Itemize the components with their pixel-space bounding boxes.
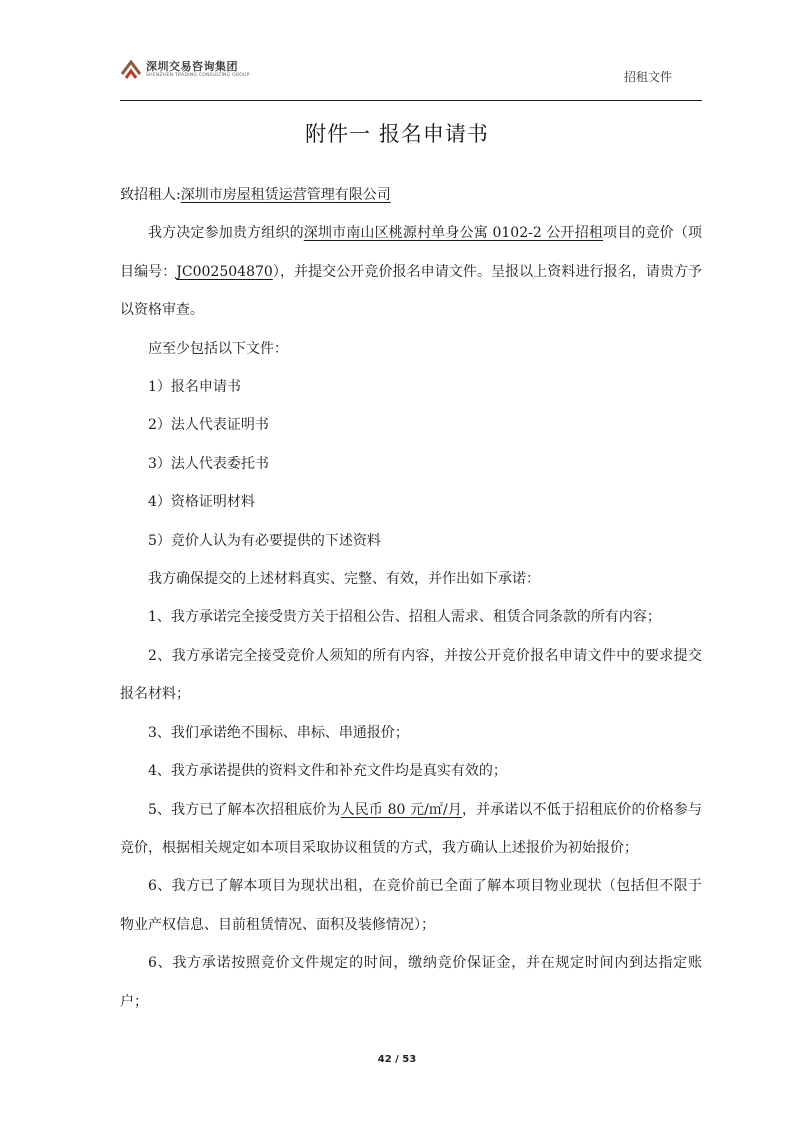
commitment-item-2: 2、我方承诺完全接受竞价人须知的所有内容，并按公开竞价报名申请文件中的要求提交报名材料； — [120, 647, 702, 703]
addressee-prefix: 致招租人: — [120, 187, 181, 203]
list-item: 5）竞价人认为有必要提供的下述资料 — [148, 532, 381, 549]
document-body — [120, 176, 702, 1021]
commitment-item-6: 6、我方已了解本项目为现状出租，在竞价前已全面了解本项目物业现状（包括但不限于物业产权信息、目前租赁情况、面积及装修情况）； — [120, 878, 702, 933]
commitment-item-1: 1、我方承诺完全接受贵方关于招租公告、招租人需求、租赁合同条款的所有内容； — [148, 609, 661, 626]
reserve-price: 人民币 80 元/㎡/月 — [340, 801, 463, 818]
intro-text-1: 我方决定参加贵方组织的 — [148, 225, 304, 242]
item5-text-a: 5、我方已了解本次招租底价为 — [148, 801, 341, 818]
commitment-item-3: 3、我们承诺绝不围标、串标、串通报价； — [148, 724, 409, 741]
project-name: 深圳市南山区桃源村单身公寓 0102-2 公开招租 — [303, 225, 604, 242]
intro-text-2: 项目的竞价（项目编号： — [120, 225, 703, 280]
addressee-line — [120, 176, 702, 214]
logo-english-name: SHENZHEN TRADING CONSULTING GROUP — [146, 73, 250, 78]
logo-mark-icon — [120, 58, 142, 82]
commitment-item-7: 6、我方承诺按照竞价文件规定的时间，缴纳竞价保证金，并在规定时间内到达指定账户； — [120, 955, 702, 1010]
item5-text-b: ，并承诺以不低于招租底价的价格参与竞价，根据相关规定如本项目采取协议租赁的方式，我方确认上述报价为初始报价； — [120, 801, 702, 856]
document-type: 招租文件 — [623, 70, 672, 84]
commitment-intro: 我方确保提交的上述材料真实、完整、有效，并作出如下承诺： — [148, 571, 540, 588]
commitment-item-5 — [120, 791, 702, 868]
commitment-item-4: 4、我方承诺提供的资料文件和补充文件均是真实有效的； — [148, 763, 507, 780]
list-item: 3）法人代表委托书 — [148, 455, 269, 472]
intro-text-3: ），并提交公开竞价报名申请文件。呈报以上资料进行报名，请贵方予以资格审查。 — [120, 263, 703, 319]
logo-chinese-name: 深圳交易咨询集团 — [146, 60, 238, 73]
list-item: 1）报名申请书 — [148, 379, 241, 396]
addressee-name: 深圳市房屋租赁运营管理有限公司 — [180, 187, 391, 203]
intro-paragraph — [120, 214, 702, 329]
page-number: 42 / 53 — [377, 1054, 417, 1065]
project-code: JC002504870 — [176, 263, 273, 280]
list-item: 4）资格证明材料 — [148, 494, 255, 511]
page-title: 附件一 报名申请书 — [305, 122, 489, 146]
list-item: 2）法人代表证明书 — [148, 417, 269, 434]
page-header — [120, 48, 702, 102]
header-divider — [120, 100, 702, 101]
docs-intro: 应至少包括以下文件： — [148, 340, 288, 357]
company-logo — [120, 54, 320, 94]
